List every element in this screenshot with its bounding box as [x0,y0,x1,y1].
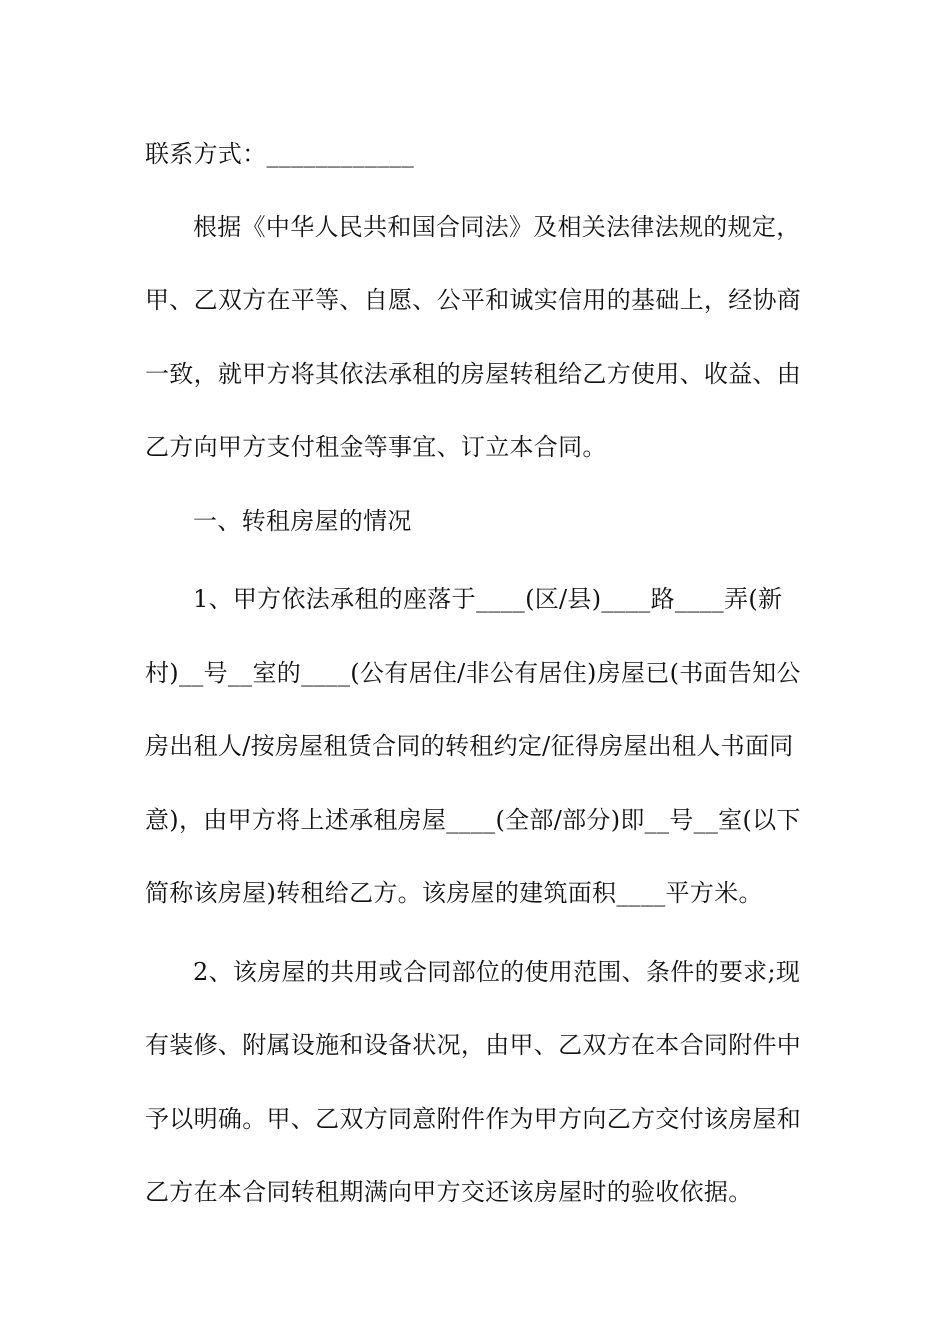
contact-line: 联系方式：____________ [145,140,415,168]
preamble-line-1: 根据《中华人民共和国合同法》及相关法律法规的规定， [193,213,801,241]
clause-2-line-4: 乙方在本合同转租期满向甲方交还该房屋时的验收依据。 [145,1178,753,1206]
preamble-line-4: 乙方向甲方支付租金等事宜、订立本合同。 [145,433,607,461]
section-heading: 一、转租房屋的情况 [193,507,412,535]
clause-1-line-1: 1、甲方依法承租的座落于____(区/县)____路____弄(新 [193,585,783,613]
clause-1-line-4: 意)，由甲方将上述承租房屋____(全部/部分)即__号__室(以下 [145,806,801,834]
clause-2-line-3: 予以明确。甲、乙双方同意附件作为甲方向乙方交付该房屋和 [145,1105,802,1133]
clause-1-line-3: 房出租人/按房屋租赁合同的转租约定/征得房屋出租人书面同 [145,732,794,760]
clause-1-line-2: 村)__号__室的____(公有居住/非公有居住)房屋已(书面告知公 [145,659,801,687]
preamble-line-2: 甲、乙双方在平等、自愿、公平和诚实信用的基础上，经协商 [145,286,802,314]
clause-2-line-2: 有装修、附属设施和设备状况，由甲、乙双方在本合同附件中 [145,1031,802,1059]
clause-1-line-5: 简称该房屋)转租给乙方。该房屋的建筑面积____平方米。 [145,879,763,907]
preamble-line-3: 一致，就甲方将其依法承租的房屋转租给乙方使用、收益、由 [145,360,802,388]
clause-2-line-1: 2、该房屋的共用或合同部位的使用范围、条件的要求;现 [193,958,801,986]
